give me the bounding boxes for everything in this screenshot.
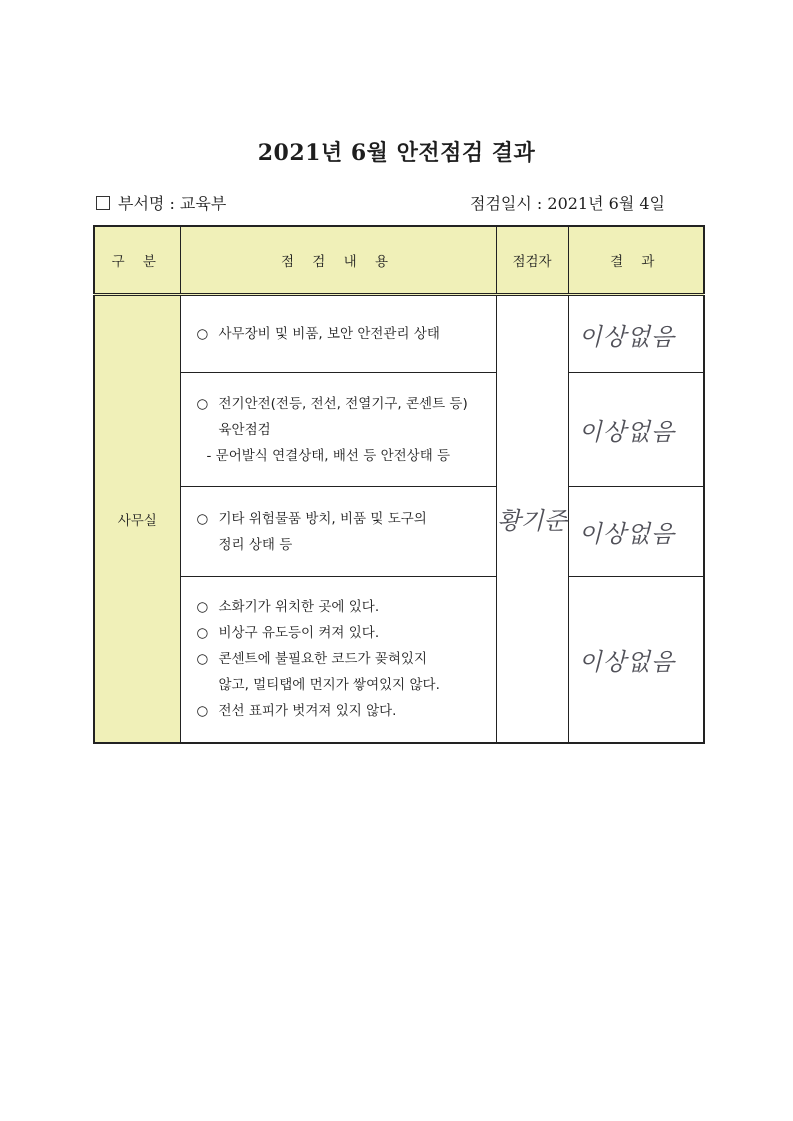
result-cell: 이상없음 — [568, 577, 704, 743]
bullet-icon: ○ — [196, 703, 209, 720]
header-content: 점 검 내 용 — [180, 226, 496, 295]
check-item-continuation: 않고, 멀티탭에 먼지가 쌓여있지 않다. — [218, 677, 440, 694]
result-cell: 이상없음 — [568, 373, 704, 487]
check-item: ○ 콘센트에 불필요한 코드가 꽂혀있지 — [197, 646, 480, 672]
check-content — [180, 373, 496, 487]
inspection-date: 점검일시 : 2021년 6월 4일 — [470, 194, 666, 213]
table-row — [94, 373, 704, 487]
check-item: ○ 전기안전(전등, 전선, 전열기구, 콘센트 등) — [197, 391, 480, 417]
bullet-icon: ○ — [196, 651, 209, 668]
check-item: ○ 비상구 유도등이 켜져 있다. — [197, 620, 480, 646]
result-cell: 이상없음 — [568, 487, 704, 577]
bullet-icon: ○ — [196, 599, 209, 616]
checkbox-icon — [96, 196, 110, 210]
check-content — [180, 295, 496, 373]
check-sub-item: - 문어발식 연결상태, 배선 등 안전상태 등 — [206, 447, 451, 464]
department-line — [96, 191, 226, 214]
page-title: 2021년 6월 안전점검 결과 — [257, 140, 536, 166]
table-row — [94, 577, 704, 743]
inspection-table — [93, 225, 705, 744]
check-item: ○ 전선 표피가 벗겨져 있지 않다. — [197, 698, 480, 724]
inspector-signature: 황기준 — [496, 295, 568, 743]
check-item: ○ 사무장비 및 비품, 보안 안전관리 상태 — [197, 321, 480, 347]
check-item: ○ 기타 위험물품 방치, 비품 및 도구의 — [197, 506, 480, 532]
table-row — [94, 487, 704, 577]
check-content — [180, 487, 496, 577]
check-content — [180, 577, 496, 743]
section-cell: 사무실 — [94, 295, 180, 743]
table-header-row — [94, 226, 704, 295]
check-item: ○ 소화기가 위치한 곳에 있다. — [197, 594, 480, 620]
bullet-icon: ○ — [196, 510, 209, 527]
bullet-icon: ○ — [196, 625, 209, 642]
result-cell: 이상없음 — [568, 295, 704, 373]
header-inspector: 점검자 — [496, 226, 568, 295]
bullet-icon: ○ — [196, 326, 209, 342]
bullet-icon: ○ — [196, 395, 209, 412]
header-category: 구 분 — [94, 226, 180, 295]
check-item-continuation: 육안점검 — [218, 421, 271, 438]
check-item-continuation: 정리 상태 등 — [218, 536, 293, 553]
department-label: 부서명 : 교육부 — [118, 194, 227, 213]
table-row — [94, 295, 704, 373]
header-result: 결 과 — [568, 226, 704, 295]
